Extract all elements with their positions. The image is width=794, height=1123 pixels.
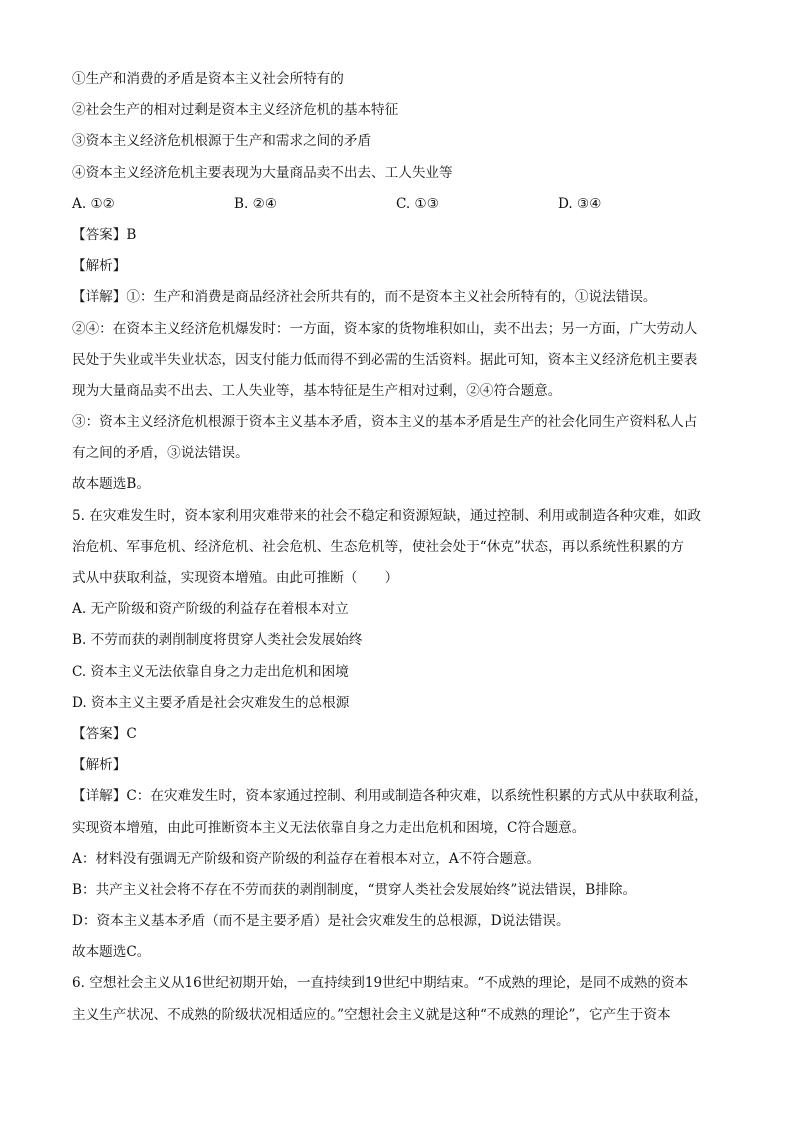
document-page — [72, 64, 724, 1031]
option-b: B. ②④ — [234, 195, 278, 212]
analysis-line: 现为大量商品卖不出去、工人失业等，基本特征是生产相对过剩，②④符合题意。 — [72, 382, 562, 399]
stem-line: 式从中获取利益，实现资本增殖。由此可推断（ ） — [72, 570, 399, 586]
analysis-line: 实现资本增殖，由此可推断资本主义无法依靠自身之力走出危机和困境，C符合题意。 — [72, 819, 586, 836]
question-4-answer: 【答案】B — [72, 226, 137, 243]
question-5-options — [72, 594, 724, 719]
question-6-stem — [72, 968, 724, 1030]
question-4-analysis — [72, 282, 724, 500]
analysis-line: B：共产主义社会将不存在不劳而获的剥削制度，“贯穿人类社会发展始终”说法错误，B排除。 — [72, 881, 637, 898]
stem-line: 5. 在灾难发生时，资本家利用灾难带来的社会不稳定和资源短缺，通过控制、利用或制造各种灾难，如政 — [72, 507, 702, 524]
option-b: B. 不劳而获的剥削制度将贯穿人类社会发展始终 — [72, 632, 363, 649]
option-c: C. 资本主义无法依靠自身之力走出危机和困境 — [72, 663, 349, 680]
analysis-line: 有之间的矛盾，③说法错误。 — [72, 445, 249, 462]
question-4-options — [72, 189, 724, 220]
analysis-conclusion: 故本题选B。 — [72, 476, 150, 493]
option-a: A. 无产阶级和资产阶级的利益存在着根本对立 — [72, 601, 349, 618]
statement-4: ④资本主义经济危机主要表现为大量商品卖不出去、工人失业等 — [72, 164, 453, 181]
question-5-analysis-label: 【解析】 — [72, 757, 127, 774]
statement-2: ②社会生产的相对过剩是资本主义经济危机的基本特征 — [72, 102, 399, 119]
stem-line: 6. 空想社会主义从16世纪初期开始，一直持续到19世纪中期结束。“不成熟的理论，是同不成熟的资本 — [72, 975, 689, 992]
analysis-line: ②④：在资本主义经济危机爆发时：一方面，资本家的货物堆积如山，卖不出去；另一方面，广大劳动人 — [72, 320, 698, 337]
question-5-stem — [72, 501, 724, 595]
analysis-line: A：材料没有强调无产阶级和资产阶级的利益存在着根本对立，A不符合题意。 — [72, 850, 541, 867]
analysis-line: ③：资本主义经济危机根源于资本主义基本矛盾，资本主义的基本矛盾是生产的社会化同生产资料私人占 — [72, 414, 698, 431]
option-d: D. ③④ — [558, 195, 602, 212]
stem-line: 主义生产状况、不成熟的阶级状况相适应的。”空想社会主义就是这种“不成熟的理论”，它产生于资本 — [72, 1006, 671, 1023]
analysis-line: 【详解】①：生产和消费是商品经济社会所共有的，而不是资本主义社会所特有的，①说法错误。 — [72, 289, 657, 306]
option-a: A. ①② — [72, 195, 115, 212]
question-5-answer: 【答案】C — [72, 725, 137, 742]
analysis-line: 【详解】C：在灾难发生时，资本家通过控制、利用或制造各种灾难，以系统性积累的方式从中获取利益， — [72, 788, 708, 805]
question-4-statements — [72, 64, 724, 189]
statement-3: ③资本主义经济危机根源于生产和需求之间的矛盾 — [72, 133, 372, 150]
analysis-line: 民处于失业或半失业状态，因支付能力低而得不到必需的生活资料。据此可知，资本主义经济危机主要表 — [72, 351, 698, 368]
analysis-line: D：资本主义基本矛盾（而不是主要矛盾）是社会灾难发生的总根源，D说法错误。 — [72, 913, 570, 930]
option-c: C. ①③ — [396, 195, 439, 212]
analysis-conclusion: 故本题选C。 — [72, 944, 151, 961]
stem-line: 治危机、军事危机、经济危机、社会危机、生态危机等，使社会处于“休克”状态，再以系统性积累的方 — [72, 538, 685, 555]
option-d: D. 资本主义主要矛盾是社会灾难发生的总根源 — [72, 694, 350, 711]
question-4-analysis-label: 【解析】 — [72, 258, 127, 275]
question-5-analysis — [72, 781, 724, 968]
statement-1: ①生产和消费的矛盾是资本主义社会所特有的 — [72, 71, 344, 87]
